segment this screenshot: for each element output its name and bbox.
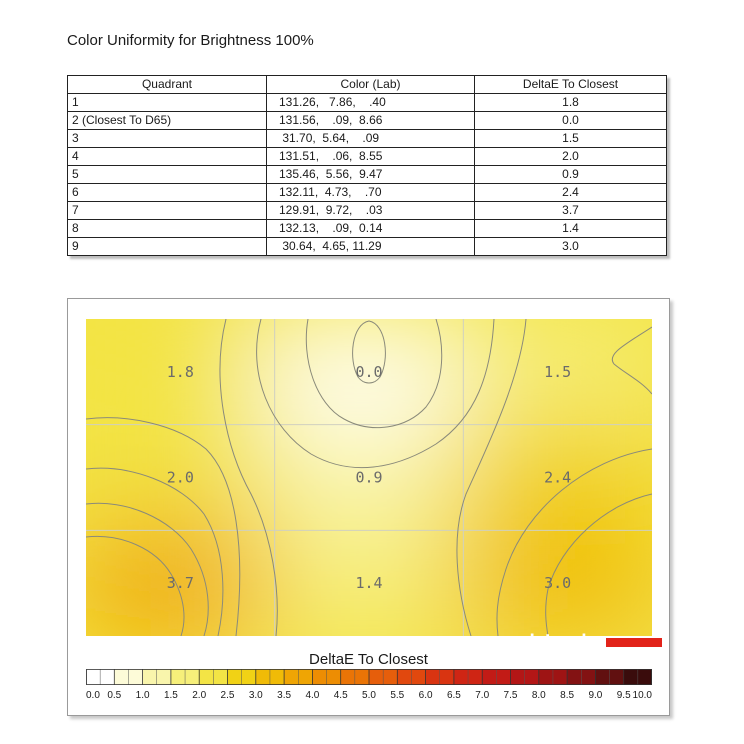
cell-delta: 2.4 [475, 184, 667, 202]
cell-quadrant: 2 (Closest To D65) [68, 112, 267, 130]
cell-lab: 129.91, 9.72, .03 [267, 202, 475, 220]
datacolor-logo [524, 631, 662, 653]
colorbar-tick-label: 0.5 [107, 690, 122, 701]
cell-lab: 131.26, 7.86, .40 [267, 94, 475, 112]
colorbar-tick-label: 2.0 [192, 690, 207, 701]
colorbar-tick-label: 1.5 [163, 690, 178, 701]
cell-lab: 132.11, 4.73, .70 [267, 184, 475, 202]
quadrant-value-label: 1.5 [544, 362, 572, 381]
table-row [68, 130, 667, 148]
colorbar [86, 669, 652, 711]
colorbar-swatch [256, 669, 285, 685]
cell-quadrant: 8 [68, 220, 267, 238]
colorbar-tick-label: 7.5 [503, 690, 518, 701]
uniformity-heatmap [86, 319, 652, 649]
page-title: Color Uniformity for Brightness 100% [67, 32, 314, 49]
cell-delta: 2.0 [475, 148, 667, 166]
table-row [68, 148, 667, 166]
quadrant-value-label: 3.7 [166, 574, 194, 593]
cell-quadrant: 1 [68, 94, 267, 112]
cell-delta: 1.8 [475, 94, 667, 112]
colorbar-tick-label: 7.0 [475, 690, 490, 701]
cell-quadrant: 5 [68, 166, 267, 184]
header-quadrant: Quadrant [68, 76, 267, 94]
cell-delta: 3.0 [475, 238, 667, 256]
cell-quadrant: 7 [68, 202, 267, 220]
quadrant-value-label: 1.8 [166, 362, 194, 381]
table-row [68, 166, 667, 184]
cell-lab: 131.56, .09, 8.66 [267, 112, 475, 130]
colorbar-tick-label: 9.0 [588, 690, 603, 701]
quadrant-value-label: 2.0 [166, 468, 194, 487]
cell-quadrant: 3 [68, 130, 267, 148]
cell-delta: 0.9 [475, 166, 667, 184]
colorbar-swatch [114, 669, 143, 685]
colorbar-tick-label: 2.5 [220, 690, 235, 701]
colorbar-tick-label: 6.5 [446, 690, 461, 701]
colorbar-tick-label: 6.0 [418, 690, 433, 701]
table-row [68, 238, 667, 256]
colorbar-swatch [199, 669, 228, 685]
uniformity-table [67, 75, 667, 256]
cell-delta: 1.4 [475, 220, 667, 238]
cell-lab: 131.51, .06, 8.55 [267, 148, 475, 166]
table-row [68, 202, 667, 220]
cell-lab: 132.13, .09, 0.14 [267, 220, 475, 238]
colorbar-svg [86, 669, 652, 711]
colorbar-title: DeltaE To Closest [309, 651, 428, 668]
cell-delta: 3.7 [475, 202, 667, 220]
colorbar-tick-label: 8.5 [560, 690, 575, 701]
colorbar-tick-label: 3.5 [277, 690, 292, 701]
heatmap-svg [86, 319, 652, 636]
colorbar-swatch [595, 669, 624, 685]
logo-bar [606, 638, 662, 647]
colorbar-swatch [86, 669, 115, 685]
quadrant-value-label: 2.4 [544, 468, 572, 487]
colorbar-tick-label: 5.0 [362, 690, 376, 701]
colorbar-tick-label: 10.0 [632, 690, 652, 701]
table-row [68, 220, 667, 238]
quadrant-value-label: 3.0 [544, 574, 572, 593]
header-deltae: DeltaE To Closest [475, 76, 667, 94]
colorbar-tick-label: 1.0 [135, 690, 150, 701]
logo-text: datacolor [524, 631, 605, 649]
header-color-lab: Color (Lab) [267, 76, 475, 94]
quadrant-value-label: 1.4 [355, 574, 383, 593]
cell-quadrant: 6 [68, 184, 267, 202]
cell-delta: 0.0 [475, 112, 667, 130]
colorbar-tick-label: 4.0 [305, 690, 320, 701]
colorbar-tick-label: 3.0 [248, 690, 263, 701]
colorbar-tick-label: 4.5 [333, 690, 348, 701]
uniformity-map-panel [67, 298, 670, 716]
cell-lab: 135.46, 5.56, 9.47 [267, 166, 475, 184]
colorbar-tick-label: 8.0 [531, 690, 546, 701]
quadrant-value-label: 0.9 [355, 468, 383, 487]
colorbar-tick-label: 5.5 [390, 690, 405, 701]
colorbar-tick-label: 0.0 [86, 690, 100, 701]
cell-quadrant: 9 [68, 238, 267, 256]
table-row [68, 112, 667, 130]
table-row [68, 184, 667, 202]
cell-quadrant: 4 [68, 148, 267, 166]
colorbar-swatch [511, 669, 540, 685]
cell-lab: 31.70, 5.64, .09 [267, 130, 475, 148]
quadrant-value-label: 0.0 [355, 362, 383, 381]
table-header-row [68, 76, 667, 94]
cell-delta: 1.5 [475, 130, 667, 148]
table-row [68, 94, 667, 112]
colorbar-tick-label: 9.5 [616, 690, 631, 701]
cell-lab: 30.64, 4.65, 11.29 [267, 238, 475, 256]
